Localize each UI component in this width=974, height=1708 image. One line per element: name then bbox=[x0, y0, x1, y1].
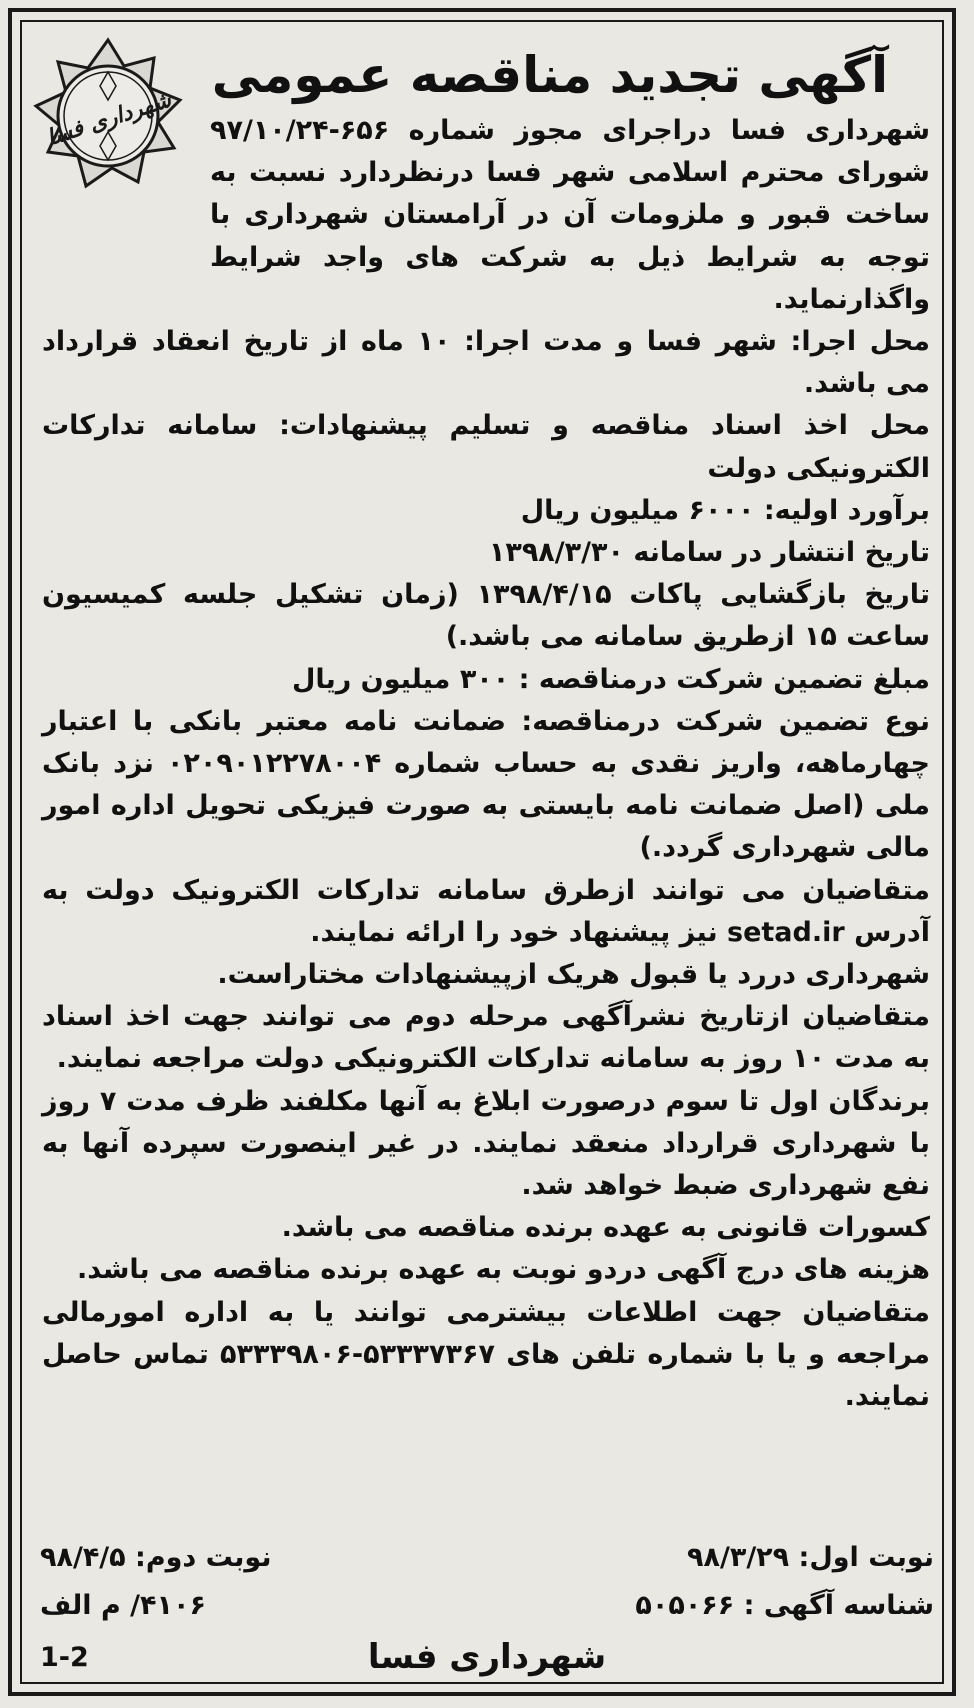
paragraph-publish-date: تاریخ انتشار در سامانه ۱۳۹۸/۳/۳۰ bbox=[488, 537, 930, 569]
notice-body bbox=[42, 110, 930, 1418]
paragraph-reject-right: شهرداری دررد یا قبول هریک ازپیشنهادات مختاراست. bbox=[217, 959, 930, 991]
paragraph-initial-estimate: برآورد اولیه: ۶۰۰۰ میلیون ریال bbox=[520, 494, 930, 526]
paragraph-second-stage: متقاضیان ازتاریخ نشرآگهی مرحله دوم می توانند جهت اخذ اسناد به مدت ۱۰ روز به سامانه تدارکات الکترونیکی دولت مراجعه نمایند. bbox=[42, 1001, 930, 1075]
paragraph-intro: شهرداری فسا دراجرای مجوز شماره ۶۵۶-۹۷/۱۰/۲۴ شورای محترم اسلامی شهر فسا درنظردارد نسبت به ساخت قبور و ملزومات آن در آرامستان شهرداری با توجه به شرایط ذیل به شرکت های واجد شرایط واگذارنماید. bbox=[210, 115, 930, 315]
paragraph-ad-costs: هزینه های درج آگهی دردو نوبت به عهده برنده مناقصه می باشد. bbox=[76, 1254, 930, 1286]
signature: شهرداری فسا bbox=[367, 1637, 607, 1677]
paragraph-opening-date: تاریخ بازگشایی پاکات ۱۳۹۸/۴/۱۵ (زمان تشکیل جلسه کمیسیون ساعت ۱۵ ازطریق سامانه می باشد.) bbox=[42, 579, 930, 653]
paragraph-location-duration: محل اجرا: شهر فسا و مدت اجرا: ۱۰ ماه از تاریخ انعقاد قرارداد می باشد. bbox=[42, 326, 931, 400]
notice-title: آگهی تجدید مناقصه عمومی bbox=[211, 46, 889, 104]
paragraph-legal-deductions: کسورات قانونی به عهده برنده مناقصه می باشد. bbox=[281, 1212, 930, 1244]
publication-turns bbox=[40, 1538, 934, 1578]
paragraph-guarantee-amount: مبلغ تضمین شرکت درمناقصه : ۳۰۰ میلیون ریال bbox=[292, 663, 930, 695]
second-turn-date: نوبت دوم: ۹۸/۴/۵ bbox=[40, 1542, 272, 1573]
ad-code: ۴۱۰۶/ م الف bbox=[40, 1590, 206, 1621]
footer bbox=[40, 1632, 934, 1682]
ad-identifier-row bbox=[40, 1586, 934, 1626]
svg-text:شهرداری فسا: شهرداری فسا bbox=[43, 86, 175, 152]
paragraph-contact: متقاضیان جهت اطلاعات بیشترمی توانند یا به اداره امورمالی مراجعه و یا با شماره تلفن های ۵۳۳۳۷۳۶۷-۵۳۳۳۹۸۰۶ تماس حاصل نمایند. bbox=[42, 1296, 930, 1413]
paragraph-documents-place: محل اخذ اسناد مناقصه و تسلیم پیشنهادات: سامانه تدارکات الکترونیکی دولت bbox=[42, 410, 930, 484]
paragraph-winners: برندگان اول تا سوم درصورت ابلاغ به آنها مکلفند ظرف مدت ۷ روز با شهرداری قرارداد منعقد نمایند. در غیر اینصورت سپرده آنها به نفع شهرداری ضبط خواهد شد. bbox=[42, 1085, 930, 1202]
page-marker: 1-2 bbox=[40, 1642, 89, 1673]
ad-id: شناسه آگهی : ۵۰۵۰۶۶ bbox=[635, 1590, 934, 1621]
paragraph-setad-address: متقاضیان می توانند ازطرق سامانه تدارکات الکترونیک دولت به آدرس setad.ir نیز پیشنهاد خود را ارائه نمایند. bbox=[42, 874, 930, 948]
first-turn-date: نوبت اول: ۹۸/۳/۲۹ bbox=[687, 1542, 934, 1573]
paragraph-guarantee-type: نوع تضمین شرکت درمناقصه: ضمانت نامه معتبر بانکی با اعتبار چهارماهه، واریز نقدی به حساب شماره ۰۲۰۹۰۱۲۲۷۸۰۰۴ نزد بانک ملی (اصل ضمانت نامه بایستی به صورت فیزیکی تحویل اداره امور مالی شهرداری گردد.) bbox=[42, 705, 930, 864]
